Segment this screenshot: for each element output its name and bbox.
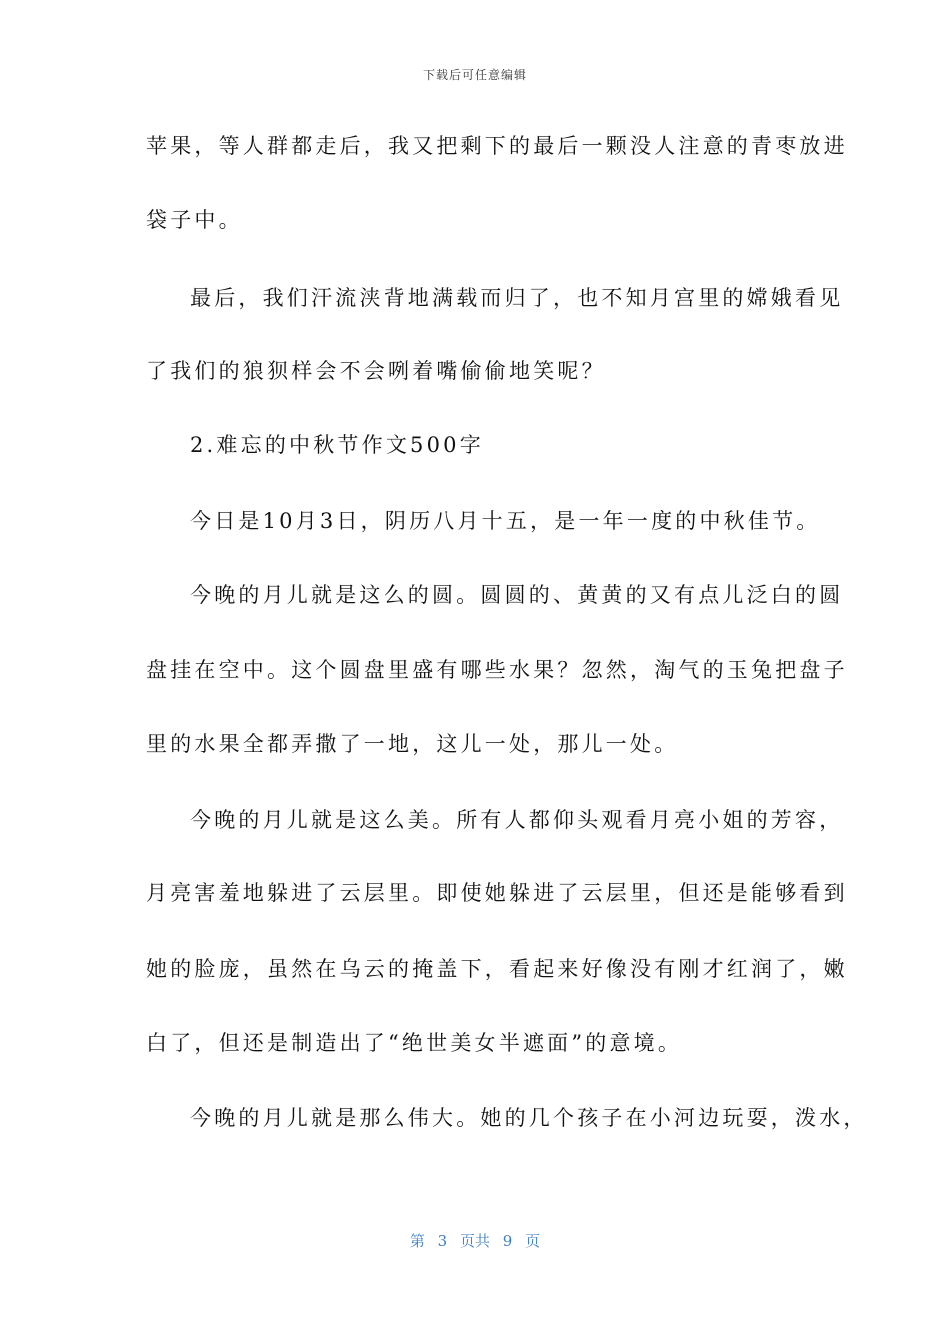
- text-line: 今晚的月儿就是那么伟大。她的几个孩子在小河边玩耍，泼水，: [190, 1106, 868, 1130]
- text-line: 了我们的狼狈样会不会咧着嘴偷偷地笑呢？: [146, 359, 606, 383]
- page-header: 下载后可任意编辑: [422, 68, 527, 82]
- text-line: 白了，但还是制造出了“绝世美女半遮面”的意境。: [146, 1031, 683, 1055]
- text-line: 今日是10月3日，阴历八月十五，是一年一度的中秋佳节。: [190, 509, 821, 533]
- text-line: 袋子中。: [146, 208, 243, 232]
- text-line: 里的水果全都弄撒了一地，这儿一处，那儿一处。: [146, 732, 679, 756]
- text-line: 今晚的月儿就是这么美。所有人都仰头观看月亮小姐的芳容，: [190, 808, 844, 832]
- text-line: 她的脸庞，虽然在乌云的掩盖下，看起来好像没有刚才红润了，嫩: [146, 957, 848, 981]
- text-line: 月亮害羞地躲进了云层里。即使她躲进了云层里，但还是能够看到: [146, 881, 848, 905]
- text-line: 最后，我们汗流浃背地满载而归了，也不知月宫里的嫦娥看见: [190, 286, 844, 310]
- text-line: 苹果，等人群都走后，我又把剩下的最后一颗没人注意的青枣放进: [146, 134, 848, 158]
- text-line: 今晚的月儿就是这么的圆。圆圆的、黄黄的又有点儿泛白的圆: [190, 583, 844, 607]
- text-line: 盘挂在空中。这个圆盘里盛有哪些水果？忽然，淘气的玉兔把盘子: [146, 658, 848, 682]
- section-heading: 2.难忘的中秋节作文500字: [190, 433, 484, 457]
- page-number-footer: 第 3 页共 9 页: [409, 1232, 541, 1250]
